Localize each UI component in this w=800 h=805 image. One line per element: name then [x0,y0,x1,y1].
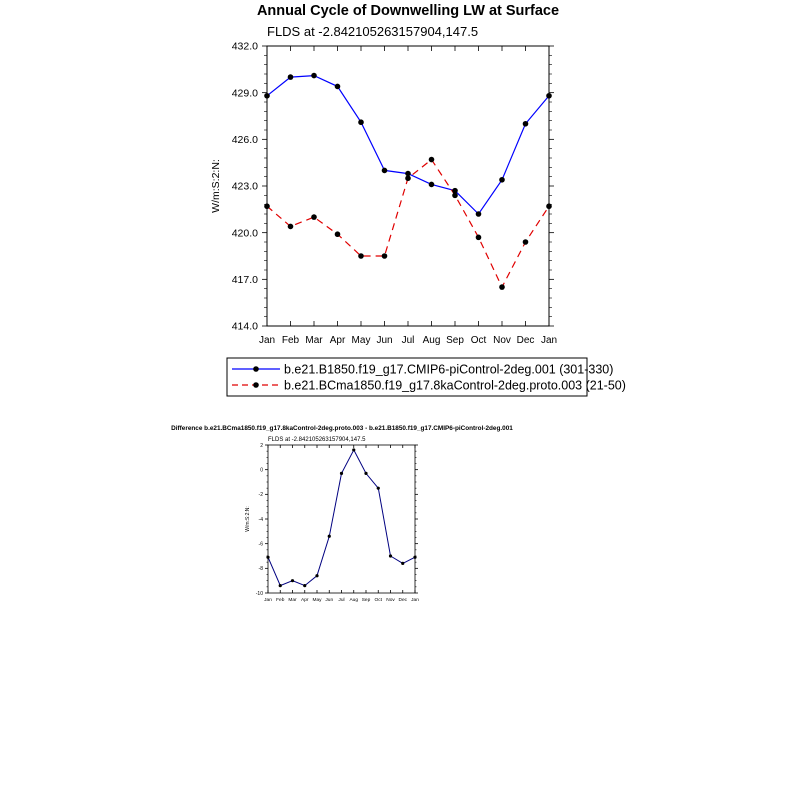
diff-chart-subtitle: FLDS at -2.842105263157904,147.5 [268,437,366,443]
main-series-1-point [358,119,364,125]
diff-chart-markers [266,448,416,587]
main-chart-frame [267,46,549,326]
diff-series-1-point [328,535,331,538]
main-series-1-point [429,182,435,188]
diff-ytick-label: -2 [258,492,263,499]
main-xtick-label: Jul [401,335,415,346]
diff-series-1-line [268,450,415,586]
main-series-2-point [382,253,388,259]
main-ytick-label: 417.0 [231,274,258,287]
main-xtick-label: May [351,335,371,346]
diff-series-1-point [401,562,404,565]
diff-series-1-point [303,584,306,587]
main-series-1-point [382,168,388,174]
main-xtick-label: Feb [281,335,300,346]
main-series-1-line [267,76,549,214]
diff-chart-frame [268,445,415,593]
main-series-1-point [523,121,529,127]
diff-chart-xtick-labels [264,597,419,603]
main-chart-lines [267,76,549,288]
main-chart-xtick-labels [259,335,557,346]
diff-series-1-point [377,487,380,490]
diff-ytick-label: 0 [260,467,263,474]
main-series-2-point [288,224,294,230]
diff-series-1-point [315,574,318,577]
diff-series-1-point [340,472,343,475]
main-xtick-label: Jan [258,335,276,346]
main-chart-ylabel: W/m:S:2:N: [210,159,222,213]
diff-xtick-label: Jul [338,598,345,603]
main-chart-subtitle: FLDS at -2.842105263157904,147.5 [267,24,479,39]
main-ytick-label: 414.0 [231,320,258,333]
diff-xtick-label: Sep [361,598,371,603]
main-chart-title: Annual Cycle of Downwelling LW at Surface [256,3,560,19]
diff-xtick-label: Mar [288,598,297,603]
main-series-2-point [429,157,435,163]
main-chart-legend [227,358,626,396]
main-ytick-label: 426.0 [231,134,258,147]
main-xtick-label: Nov [493,335,511,346]
main-series-2-point [311,214,317,220]
diff-series-1-point [389,554,392,557]
diff-series-1-point [352,448,355,451]
main-series-2-point [335,231,341,237]
diff-xtick-label: Feb [276,598,285,603]
diff-xtick-label: Aug [349,598,359,603]
main-series-1-point [476,211,482,217]
diff-chart-ytick-labels [256,443,263,597]
main-series-2-point [523,239,529,245]
main-xtick-label: Mar [305,335,323,346]
main-ytick-label: 420.0 [231,227,258,240]
diff-chart-ticks [265,445,418,593]
main-series-1-point [335,84,341,90]
main-ytick-label: 429.0 [231,87,258,100]
main-chart-ytick-labels [232,41,258,333]
diff-series-1-point [364,472,367,475]
diff-chart-lines [268,450,415,586]
diff-xtick-label: Dec [398,598,408,603]
diff-xtick-label: Jan [411,598,419,603]
legend-series2-label: b.e21.BCma1850.f19_g17.8kaControl-2deg.proto.003 (21-50) [284,378,626,393]
main-xtick-label: Jan [540,335,558,346]
main-xtick-label: Sep [446,335,464,346]
main-series-2-point [476,235,482,241]
diff-xtick-label: Nov [386,598,395,603]
diff-chart-ylabel: W/m:S:2:N: [245,506,251,532]
main-series-2-point [405,175,411,181]
main-xtick-label: Apr [329,335,346,346]
diff-ytick-label: -6 [258,541,263,548]
diff-series-1-point [291,579,294,582]
diff-ytick-label: -10 [255,590,263,597]
main-xtick-label: Jun [376,335,393,346]
main-chart-ticks [262,46,554,326]
diff-xtick-label: Apr [301,598,309,603]
main-xtick-label: Aug [422,335,441,346]
diff-ytick-label: 2 [260,442,263,449]
main-ytick-label: 423.0 [231,180,258,193]
legend-series1-marker [253,366,259,372]
diff-ytick-label: -4 [258,516,263,523]
main-chart-markers [264,73,552,290]
diff-chart-title: Difference b.e21.BCma1850.f19_g17.8kaControl-2deg.proto.003 - b.e21.B1850.f19_g17.CMIP6-piControl-2deg.001 [171,425,513,432]
legend-series2-marker [253,382,259,388]
main-series-1-point [311,73,317,79]
diff-xtick-label: May [312,598,322,603]
main-series-1-point [288,74,294,80]
main-xtick-label: Oct [470,335,487,346]
legend-series1-label: b.e21.B1850.f19_g17.CMIP6-piControl-2deg.001 (301-330) [284,362,614,377]
diff-xtick-label: Jun [325,598,334,603]
main-xtick-label: Dec [516,335,535,346]
main-series-2-point [499,284,505,290]
main-series-2-point [358,253,364,259]
main-series-1-point [499,177,505,183]
diff-series-1-point [279,584,282,587]
main-ytick-label: 432.0 [231,40,258,53]
diff-ytick-label: -8 [258,566,263,573]
diff-xtick-label: Jan [264,598,272,603]
main-series-2-point [452,193,458,199]
diff-xtick-label: Oct [374,598,382,603]
